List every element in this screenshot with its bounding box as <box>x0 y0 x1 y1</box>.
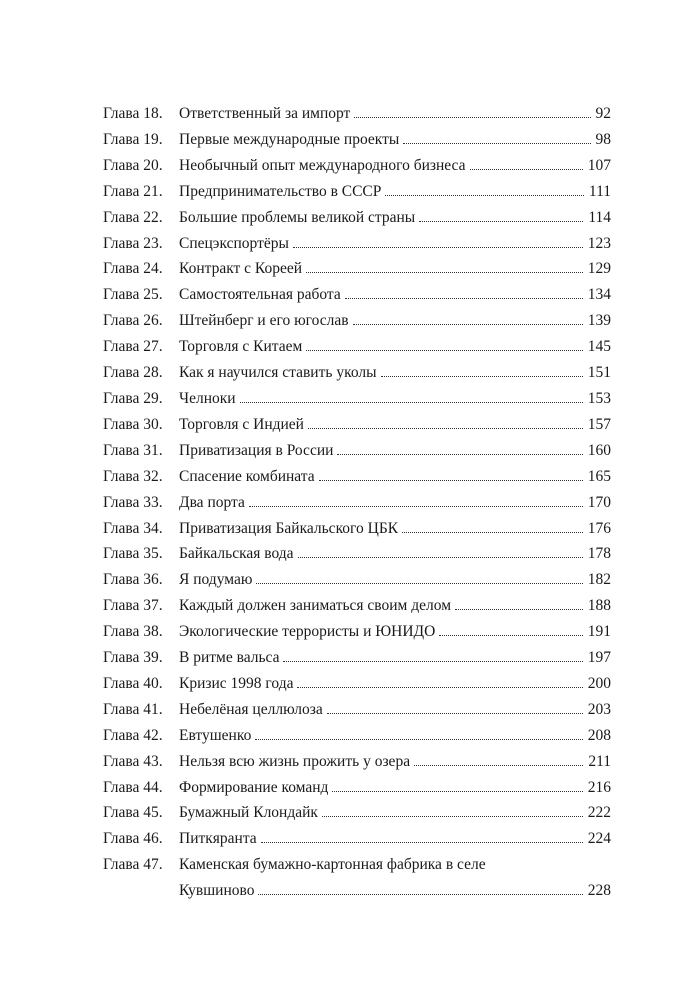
toc-entry[interactable] <box>103 179 611 205</box>
dot-leader <box>381 376 583 377</box>
chapter-title-continued: Кувшиново <box>179 882 255 900</box>
chapter-title: Экологические террористы и ЮНИДО <box>179 623 436 641</box>
chapter-title: Самостоятельная работа <box>179 286 341 304</box>
dot-leader <box>419 221 583 222</box>
toc-entry[interactable] <box>103 256 611 282</box>
entry-body <box>179 101 611 127</box>
page-number: 153 <box>587 389 611 407</box>
page-number: 92 <box>595 105 611 122</box>
entry-line <box>179 775 611 801</box>
entry-line <box>179 878 611 904</box>
chapter-title: Большие проблемы великой страны <box>179 208 416 226</box>
toc-entry[interactable] <box>103 282 611 308</box>
toc-entry[interactable] <box>103 127 611 153</box>
dot-leader <box>414 765 583 766</box>
toc-entry[interactable] <box>103 619 611 645</box>
toc-entry[interactable] <box>103 697 611 723</box>
entry-body <box>179 334 611 360</box>
page-number: 98 <box>595 130 611 148</box>
entry-body <box>179 282 611 308</box>
entry-line <box>179 386 611 412</box>
toc-entry[interactable] <box>103 723 611 749</box>
chapter-label: Глава 20. <box>103 156 163 174</box>
chapter-title: Приватизация Байкальского ЦБК <box>179 519 399 537</box>
entry-line <box>179 127 611 153</box>
chapter-label: Глава 18. <box>103 105 163 122</box>
entry-line <box>179 671 611 697</box>
toc-entry[interactable] <box>103 852 611 904</box>
page-number: 200 <box>587 674 611 692</box>
page-number: 197 <box>587 649 611 667</box>
entry-body <box>179 567 611 593</box>
chapter-label: Глава 26. <box>103 312 163 330</box>
entry-line <box>179 153 611 179</box>
dot-leader <box>470 169 583 170</box>
entry-body <box>179 231 611 257</box>
page-number: 208 <box>587 726 611 744</box>
entry-body <box>179 490 611 516</box>
chapter-label: Глава 40. <box>103 674 163 692</box>
entry-body <box>179 153 611 179</box>
page-number: 151 <box>587 364 611 382</box>
toc-entry[interactable] <box>103 205 611 231</box>
chapter-label: Глава 35. <box>103 545 163 563</box>
entry-body <box>179 749 611 775</box>
chapter-title: Спецэкспортёры <box>179 234 289 252</box>
chapter-label: Глава 34. <box>103 519 163 537</box>
chapter-label: Глава 21. <box>103 182 163 200</box>
entry-line <box>179 723 611 749</box>
toc-entry[interactable] <box>103 153 611 179</box>
table-of-contents <box>103 101 611 904</box>
chapter-title: В ритме вальса <box>179 649 280 667</box>
chapter-title: Как я научился ставить уколы <box>179 364 377 382</box>
entry-line <box>179 645 611 671</box>
toc-entry[interactable] <box>103 826 611 852</box>
page-number: 182 <box>587 571 611 589</box>
entry-line <box>179 464 611 490</box>
entry-line <box>179 619 611 645</box>
entry-body <box>179 179 611 205</box>
chapter-label: Глава 46. <box>103 830 163 848</box>
page-number: 129 <box>587 260 611 278</box>
page-number: 111 <box>588 182 611 200</box>
entry-body <box>179 852 611 904</box>
chapter-title: Бумажный Клондайк <box>179 804 318 822</box>
chapter-label: Глава 27. <box>103 338 163 356</box>
page-number: 216 <box>587 778 611 796</box>
chapter-title: Ответственный за импорт <box>179 105 351 122</box>
toc-entry[interactable] <box>103 800 611 826</box>
chapter-title: Я подумаю <box>179 571 253 589</box>
chapter-title: Кризис 1998 года <box>179 674 294 692</box>
chapter-label: Глава 37. <box>103 597 163 615</box>
entry-body <box>179 826 611 852</box>
dot-leader <box>455 609 583 610</box>
entry-line <box>179 179 611 205</box>
dot-leader <box>439 635 582 636</box>
page-number: 188 <box>587 597 611 615</box>
dot-leader <box>258 894 582 895</box>
page-number: 191 <box>587 623 611 641</box>
entry-line <box>179 282 611 308</box>
entry-body <box>179 127 611 153</box>
page-number: 178 <box>587 545 611 563</box>
chapter-title: Необычный опыт международного бизнеса <box>179 156 466 174</box>
entry-line <box>179 516 611 542</box>
entry-line <box>179 412 611 438</box>
entry-line <box>179 541 611 567</box>
entry-line <box>179 205 611 231</box>
entry-body <box>179 671 611 697</box>
page-number: 228 <box>587 882 611 900</box>
entry-line-first <box>179 852 611 878</box>
chapter-label: Глава 23. <box>103 234 163 252</box>
dot-leader <box>283 661 582 662</box>
dot-leader <box>345 298 583 299</box>
toc-entry[interactable] <box>103 645 611 671</box>
entry-body <box>179 412 611 438</box>
entry-line <box>179 800 611 826</box>
chapter-title: Торговля с Китаем <box>179 338 303 356</box>
entry-body <box>179 619 611 645</box>
page-number: 134 <box>587 286 611 304</box>
dot-leader <box>255 739 582 740</box>
page-number: 139 <box>587 312 611 330</box>
chapter-title: Первые международные проекты <box>179 130 400 148</box>
dot-leader <box>240 402 583 403</box>
page-number: 165 <box>587 467 611 485</box>
dot-leader <box>297 687 582 688</box>
entry-line <box>179 593 611 619</box>
dot-leader <box>256 583 582 584</box>
chapter-title: Нельзя всю жизнь прожить у озера <box>179 752 411 770</box>
dot-leader <box>354 117 590 118</box>
entry-line <box>179 826 611 852</box>
toc-entry[interactable] <box>103 593 611 619</box>
chapter-label: Глава 19. <box>103 130 163 148</box>
entry-body <box>179 360 611 386</box>
chapter-label: Глава 42. <box>103 726 163 744</box>
page-number: 211 <box>588 752 611 770</box>
chapter-label: Глава 29. <box>103 389 163 407</box>
entry-body <box>179 438 611 464</box>
chapter-title: Евтушенко <box>179 726 252 744</box>
page-number: 114 <box>588 208 611 226</box>
chapter-title: Формирование команд <box>179 778 329 796</box>
dot-leader <box>337 454 582 455</box>
toc-entry[interactable] <box>103 308 611 334</box>
chapter-label: Глава 38. <box>103 623 163 641</box>
chapter-label: Глава 24. <box>103 260 163 278</box>
chapter-title: Приватизация в России <box>179 441 334 459</box>
dot-leader <box>306 350 582 351</box>
toc-entry[interactable] <box>103 490 611 516</box>
page-number: 203 <box>587 700 611 718</box>
entry-line <box>179 567 611 593</box>
entry-line <box>179 490 611 516</box>
entry-line <box>179 308 611 334</box>
dot-leader <box>261 842 583 843</box>
toc-entry[interactable] <box>103 671 611 697</box>
dot-leader <box>402 532 583 533</box>
chapter-label: Глава 28. <box>103 364 163 382</box>
chapter-title: Штейнберг и его югослав <box>179 312 349 330</box>
chapter-label: Глава 36. <box>103 571 163 589</box>
entry-body <box>179 464 611 490</box>
chapter-label: Глава 47. <box>103 856 163 874</box>
entry-body <box>179 256 611 282</box>
dot-leader <box>403 143 590 144</box>
dot-leader <box>308 428 583 429</box>
entry-body <box>179 800 611 826</box>
page-number: 170 <box>587 493 611 511</box>
entry-body <box>179 723 611 749</box>
dot-leader <box>353 324 583 325</box>
entry-line <box>179 438 611 464</box>
page-number: 145 <box>587 338 611 356</box>
entry-body <box>179 775 611 801</box>
page-number: 160 <box>587 441 611 459</box>
dot-leader <box>385 195 583 196</box>
chapter-title: Торговля с Индией <box>179 415 304 433</box>
dot-leader <box>322 816 583 817</box>
chapter-title: Небелёная целлюлоза <box>179 700 323 718</box>
chapter-label: Глава 44. <box>103 778 163 796</box>
chapter-label: Глава 41. <box>103 700 163 718</box>
chapter-label: Глава 22. <box>103 208 163 226</box>
entry-body <box>179 386 611 412</box>
dot-leader <box>332 791 582 792</box>
entry-body <box>179 205 611 231</box>
entry-line <box>179 697 611 723</box>
chapter-title: Челноки <box>179 389 236 407</box>
chapter-label: Глава 31. <box>103 441 163 459</box>
dot-leader <box>306 272 583 273</box>
chapter-label: Глава 33. <box>103 493 163 511</box>
entry-line <box>179 256 611 282</box>
toc-entry[interactable] <box>103 386 611 412</box>
entry-body <box>179 593 611 619</box>
toc-entry[interactable] <box>103 516 611 542</box>
page-number: 123 <box>587 234 611 252</box>
entry-line <box>179 360 611 386</box>
toc-entry[interactable] <box>103 438 611 464</box>
page-number: 224 <box>587 830 611 848</box>
entry-line <box>179 101 611 127</box>
dot-leader <box>293 247 583 248</box>
chapter-title: Два порта <box>179 493 245 511</box>
chapter-label: Глава 30. <box>103 415 163 433</box>
toc-entry[interactable] <box>103 464 611 490</box>
chapter-title: Спасение комбината <box>179 467 315 485</box>
dot-leader <box>327 713 583 714</box>
dot-leader <box>319 480 583 481</box>
chapter-title: Байкальская вода <box>179 545 294 563</box>
entry-line <box>179 749 611 775</box>
toc-entry[interactable] <box>103 749 611 775</box>
entry-body <box>179 516 611 542</box>
chapter-title: Предпринимательство в СССР <box>179 182 382 200</box>
toc-entry[interactable] <box>103 360 611 386</box>
entry-body <box>179 645 611 671</box>
page-number: 176 <box>587 519 611 537</box>
entry-line <box>179 231 611 257</box>
toc-entry[interactable] <box>103 775 611 801</box>
chapter-label: Глава 32. <box>103 467 163 485</box>
entry-body <box>179 541 611 567</box>
chapter-label: Глава 43. <box>103 752 163 770</box>
toc-entry[interactable] <box>103 101 611 127</box>
chapter-title: Каменская бумажно-картонная фабрика в селе <box>179 856 486 874</box>
page-number: 222 <box>587 804 611 822</box>
chapter-title: Питкяранта <box>179 830 257 848</box>
toc-entry[interactable] <box>103 231 611 257</box>
toc-entry[interactable] <box>103 567 611 593</box>
chapter-label: Глава 39. <box>103 649 163 667</box>
chapter-title: Контракт с Кореей <box>179 260 303 278</box>
page-number: 157 <box>587 415 611 433</box>
chapter-title: Каждый должен заниматься своим делом <box>179 597 451 615</box>
toc-entry[interactable] <box>103 541 611 567</box>
chapter-label: Глава 25. <box>103 286 163 304</box>
entry-line <box>179 334 611 360</box>
toc-entry[interactable] <box>103 412 611 438</box>
dot-leader <box>298 557 583 558</box>
entry-body <box>179 697 611 723</box>
dot-leader <box>249 506 583 507</box>
toc-entry[interactable] <box>103 334 611 360</box>
entry-body <box>179 308 611 334</box>
page-number: 107 <box>587 156 611 174</box>
chapter-label: Глава 45. <box>103 804 163 822</box>
